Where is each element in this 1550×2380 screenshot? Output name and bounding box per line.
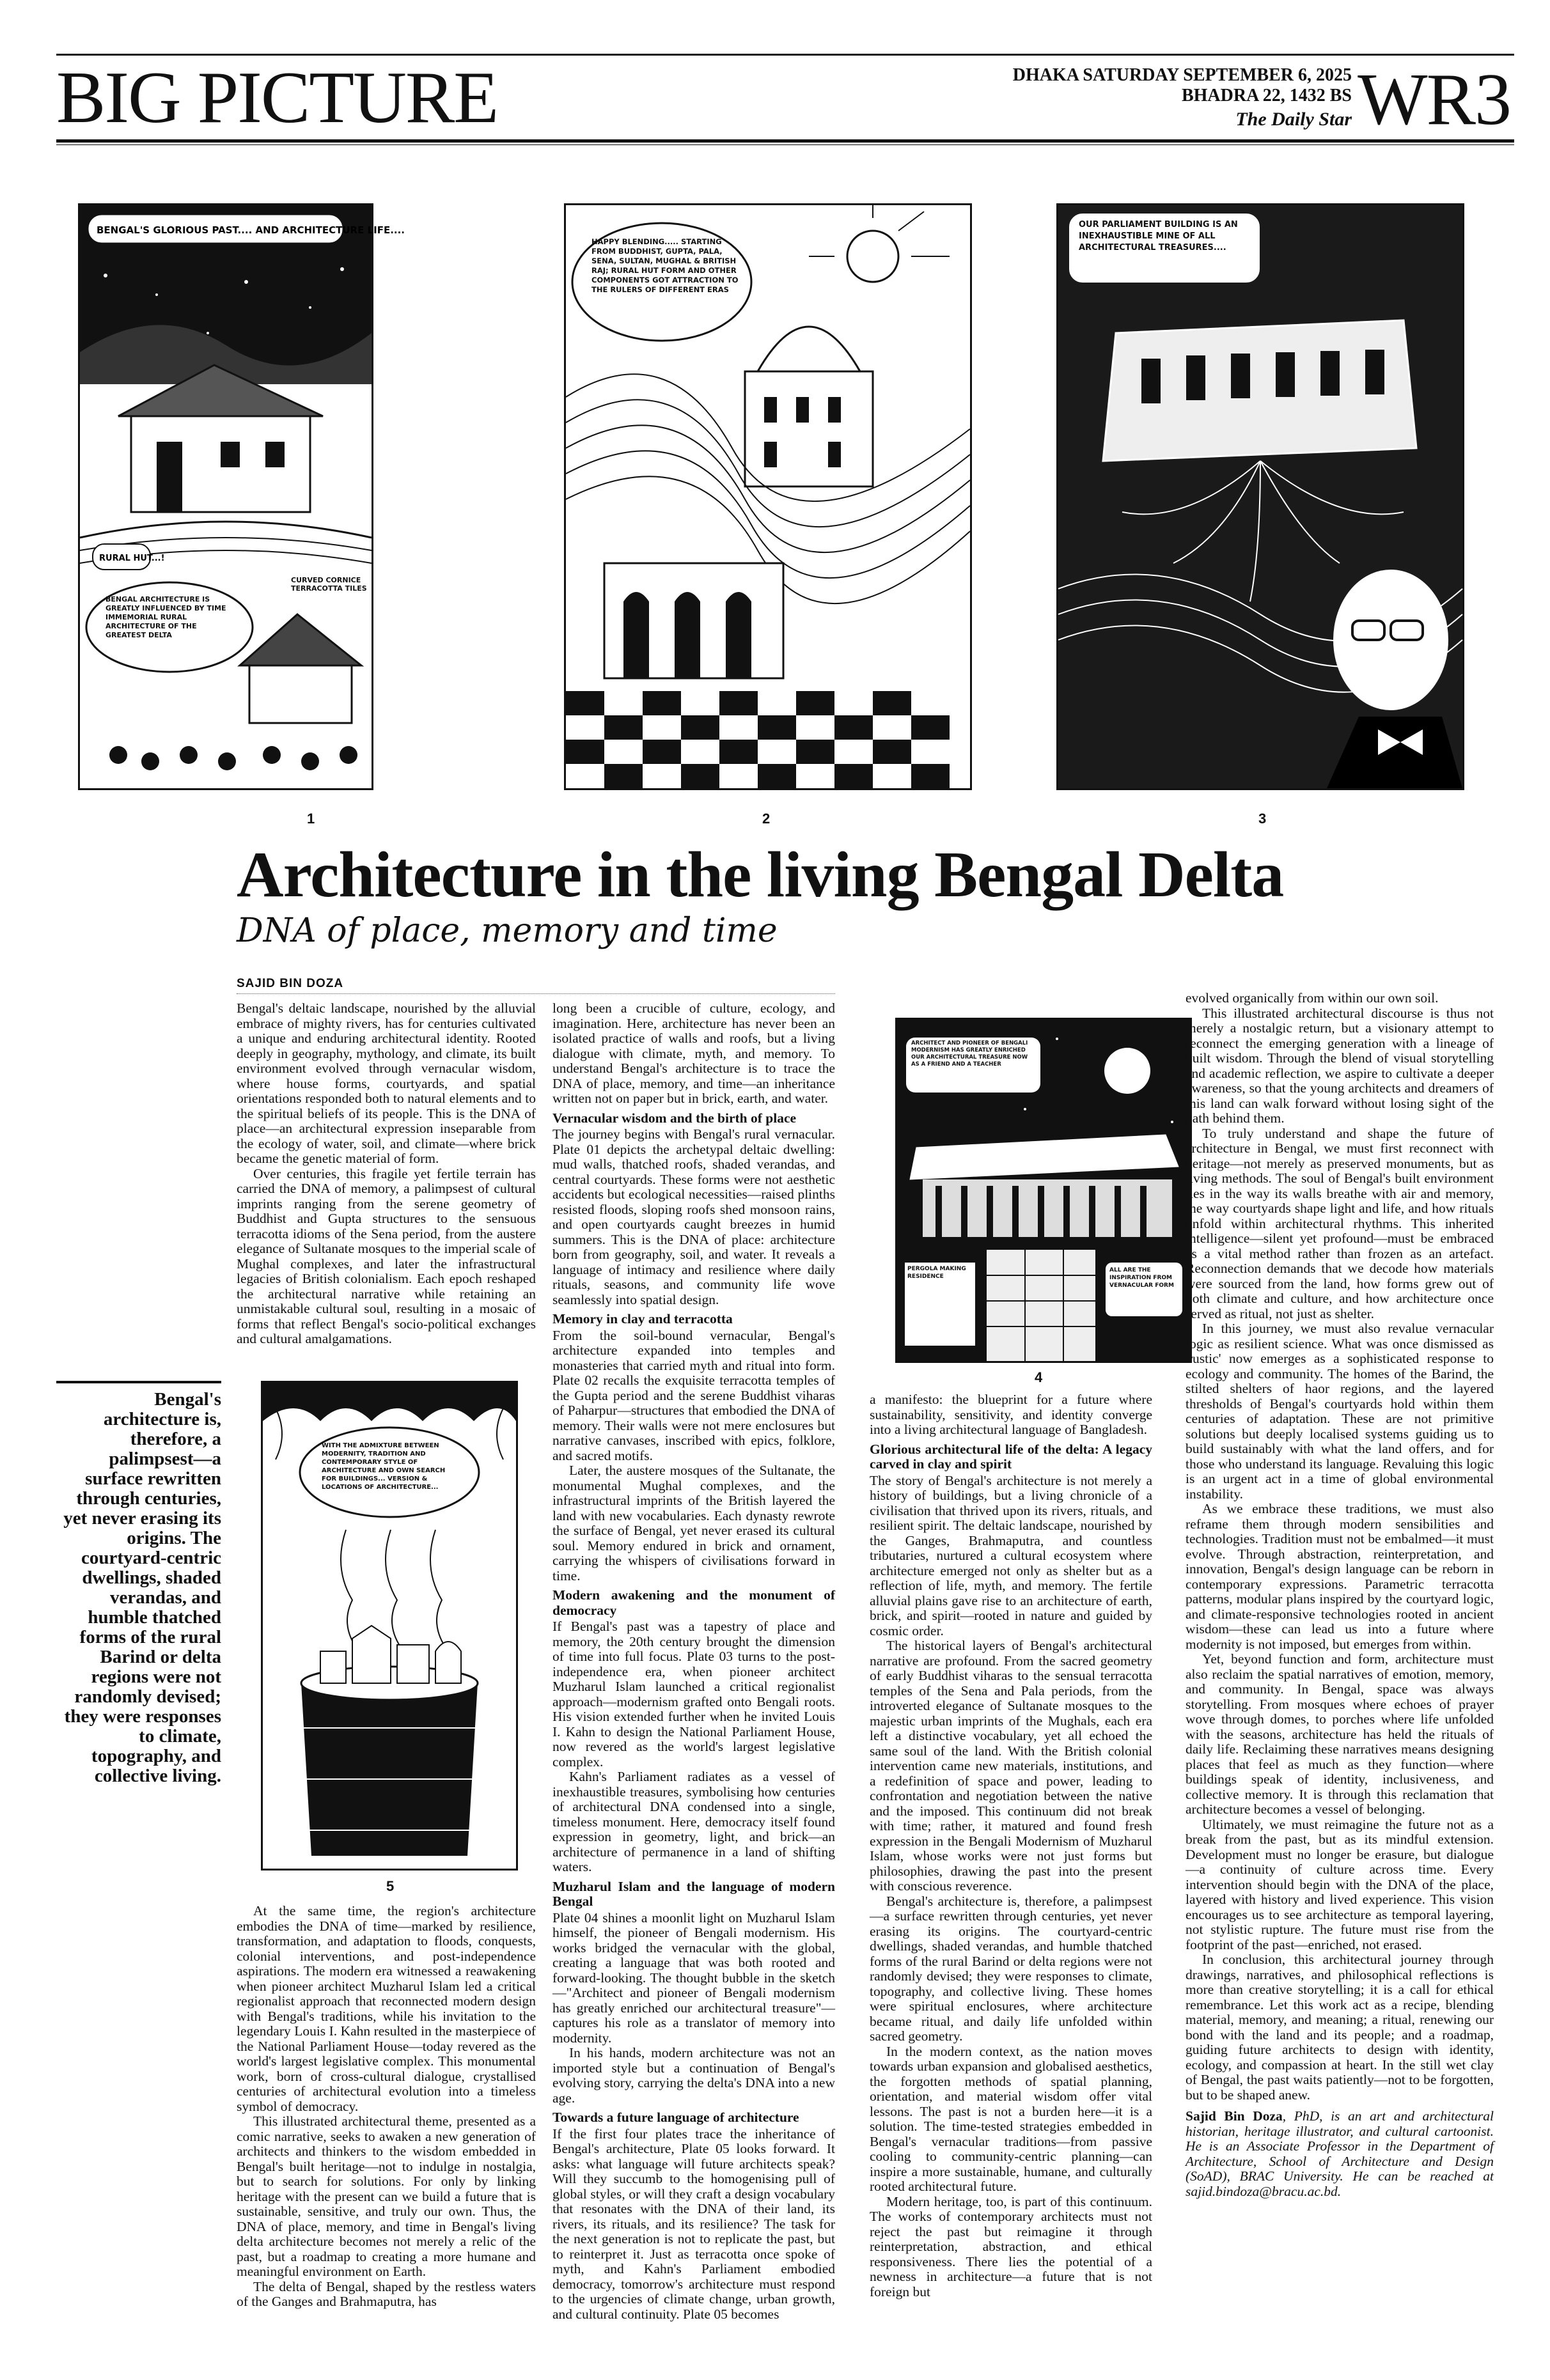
article-paragraph: In conclusion, this architectural journey through drawings, narratives, and philosophical reflections is more than creative storytelling; it is a call for ethical remembrance. Let this work act as a recipe, blending material, memory, and meaning; a ritual, renewing our bond with the land and its people; and a roadmap, guiding future architects to design with identity, ecology, and compassion at heart. In the still wet clay of Bengal, the past waits patiently—not to be forgotten, but to be shaped anew. — [1186, 1952, 1494, 2103]
article-paragraph: In his hands, modern architecture was not an imported style but a continuation of Bengal's evolving story, carrying the delta's DNA into a new age. — [552, 2045, 835, 2106]
article-subhead: Glorious architectural life of the delta: A legacy carved in clay and spirit — [870, 1441, 1152, 1472]
date: DHAKA SATURDAY SEPTEMBER 6, 2025 — [1012, 65, 1352, 85]
article-subhead: Modern awakening and the monument of democracy — [552, 1587, 835, 1618]
plate-4-drawing — [897, 1020, 1190, 1361]
plate-5-bubble: WITH THE ADMIXTURE BETWEEN MODERNITY, TRADITION AND CONTEMPORARY STYLE OF ARCHITECTURE AND OWN SEARCH FOR BUILDINGS... VERSION & LOCATIONS OF ARCHITECTURE... — [322, 1442, 446, 1491]
article-paragraph: If Bengal's past was a tapestry of place and memory, the 20th century brought the dimension of time into full focus. Plate 03 turns to the post-independence era, when pioneer architect Muzharul Islam launched a critical regionalist approach—modernism grafted onto Bengali roots. His vision extended further when he invited Louis I. Kahn to design the National Parliament House, now revered as the world's largest legislative complex. — [552, 1619, 835, 1769]
article-column-2 — [552, 1001, 835, 2344]
author-bio-text: , PhD, is an art and architectural historian, heritage illustrator, and cultural cartoonist. He is an Associate Professor in the Department of Architecture, School of Architecture and Design (SoAD), BRAC University. He can be reached at sajid.bindoza@bracu.ac.bd. — [1186, 2108, 1494, 2199]
author-bio — [1186, 2109, 1494, 2199]
byline-rule — [237, 993, 835, 994]
paper-logo: The Daily Star — [1235, 109, 1352, 130]
plate-4-sketch — [895, 1018, 1192, 1363]
article-paragraph: If the first four plates trace the inheritance of Bengal's architecture, Plate 05 looks forward. It asks: what language will future architects speak? Will they succumb to the homogenising pull of global styles, or will they craft a design vocabulary that resonates with the DNA of their land, its rivers, its rituals, and its resilience? The task for the next generation is not to replicate the past, but to reinterpret it. Just as terracotta once spoke of myth, and Kahn's Parliament embodied democracy, tomorrow's architecture must respond to the urgencies of climate change, urban growth, and cultural continuity. Plate 05 becomes — [552, 2126, 835, 2322]
article-paragraph: long been a crucible of culture, ecology, and imagination. Here, architecture has never been an isolated practice of walls and roofs, but a living dialogue with climate, myth, and memory. To understand Bengal's architecture is to trace the DNA of place, memory, and time—an inheritance written not on paper but in brick, earth, and water. — [552, 1000, 835, 1106]
bangla-date: BHADRA 22, 1432 BS — [1181, 86, 1352, 105]
article-paragraph: From the soil-bound vernacular, Bengal's architecture expanded into temples and monasteries that carried myth and ritual into form. Plate 02 recalls the exquisite terracotta temples of the Gupta period and the serene Buddhist viharas of Paharpur—structures that embodied the DNA of memory. Their walls were not mere enclosures but narrative canvases, inscribed with epics, folklore, and sacred motifs. — [552, 1327, 835, 1463]
plate-1-bubble-cornice: CURVED CORNICE TERRACOTTA TILES — [291, 576, 367, 593]
article-paragraph: a manifesto: the blueprint for a future where sustainability, sensitivity, and identity converge into a living architectural language of Bangladesh. — [870, 1392, 1152, 1437]
article-paragraph: The historical layers of Bengal's architectural narrative are profound. From the sacred geometry of early Buddhist viharas to the sensual terracotta temples of the Sena and Pala periods, from the introverted elegance of Sultanate mosques to the majestic urban imprints of the Mughals, each era left a distinctive vocabulary, yet all echoed the same soul of the land. With the British colonial intervention came new materials, institutions, and a redefinition of space and power, leading to confrontation and negotiation between the native and the imposed. This continuum did not break with time; rather, it matured and found fresh expression in the Bengali Modernism of Muzharul Islam, whose works were not just forms but philosophies, drawing the past into the present with conscious reverence. — [870, 1638, 1152, 1894]
plate-2-bubble: HAPPY BLENDING..... STARTING FROM BUDDHIST, GUPTA, PALA, SENA, SULTAN, MUGHAL & BRITISH RAJ; RURAL HUT FORM AND OTHER COMPONENTS GOT ATTRACTION TO THE RULERS OF DIFFERENT ERAS — [591, 237, 739, 294]
pullquote-rule — [56, 1381, 221, 1383]
article-paragraph: Kahn's Parliament radiates as a vessel of inexhaustible treasures, symbolising how centuries of architectural DNA condensed into a single, timeless monument. Here, democracy itself found expression in geometry, light, and brick—an architecture of permanence in a land of shifting waters. — [552, 1769, 835, 1874]
top-rule — [56, 54, 1514, 56]
article-paragraph: The journey begins with Bengal's rural vernacular. Plate 01 depicts the archetypal deltaic dwelling: mud walls, thatched roofs, shaded verandas, and central courtyards. These forms were not aesthetic accidents but ecological necessities—raised plinths resisted floods, sloping roofs shed monsoon rains, and open courtyards caught breezes in humid summers. This is the DNA of place: architecture born from geography, soil, and water. It reveals a language of intimacy and resilience where daily rituals, seasons, and community life wove seamlessly into spatial design. — [552, 1126, 835, 1307]
pullquote: Bengal's architecture is, therefore, a palimpsest—a surface rewritten through centuries, yet never erasing its origins. The courtyard-centric dwellings, shaded verandas, and humble thatched forms of the rural Barind or delta regions were not randomly devised; they were responses to climate, topography, and collective living. — [63, 1389, 221, 1786]
article-column-4 — [1186, 991, 1494, 2346]
plate-1-drawing — [80, 205, 405, 788]
article-paragraph: In this journey, we must also revalue vernacular logic as resilient science. What was once dismissed as 'rustic' now emerges as a sophisticated response to ecology and community. The homes of the Barind, the stilted shelters of haor regions, and the layered thresholds of Bengal's courtyards hold within them centuries of adaptation. These are not primitive solutions but deeply localised systems guiding us to build sustainably with what the land offers, and for those who understand its language. Revaluing this logic is an urgent act in a time of global environmental instability. — [1186, 1321, 1494, 1502]
masthead-rule-thin — [56, 144, 1514, 145]
plate-1-sketch — [78, 203, 405, 790]
section-title: BIG PICTURE — [56, 57, 498, 139]
plate-4-bubble-c: ALL ARE THE INSPIRATION FROM VERNACULAR FORM — [1109, 1267, 1174, 1289]
headline: Architecture in the living Bengal Delta — [237, 839, 1284, 911]
article-paragraph: The delta of Bengal, shaped by the restless waters of the Ganges and Brahmaputra, has — [237, 2278, 536, 2309]
plate-3-number: 3 — [1258, 811, 1267, 827]
article-paragraph: Bengal's deltaic landscape, nourished by the alluvial embrace of mighty rivers, has for centuries cultivated a unique and enduring architectural identity. Rooted deeply in geography, mythology, and climate, its built environment evolved through vernacular wisdom, where house forms, courtyards, and spatial orientations responded both to natural elements and to the spiritual beliefs of its people. This is the DNA of place—an architectural expression inseparable from the ecology of water, soil, and climate—where brick became the genetic material of form. — [237, 1000, 536, 1166]
article-column-1-top — [237, 1001, 536, 1359]
article-paragraph: evolved organically from within our own soil. — [1186, 990, 1439, 1006]
article-paragraph: This illustrated architectural theme, presented as a comic narrative, seeks to awaken a new generation of architects and thinkers to the wisdom embedded in Bengal's built heritage—not to indulge in nostalgia, but to search for solutions. For only by linking heritage with the present can we build a future that is sustainable, sensitive, and truly our own. Thus, the DNA of place, memory, and time in Bengal's living delta architecture becomes not merely a relic of the past, but a roadmap to creating a more humane and meaningful environment on Earth. — [237, 2113, 536, 2279]
masthead-rule — [56, 139, 1514, 143]
page-number: WR3 — [1358, 59, 1510, 141]
plate-3-bubble: OUR PARLIAMENT BUILDING IS AN INEXHAUSTIBLE MINE OF ALL ARCHITECTURAL TREASURES.... — [1079, 220, 1238, 253]
article-paragraph: As we embrace these traditions, we must also reframe them through modern sensibilities and technologies. Tradition must not be embalmed—it must evolve. Through abstraction, reinterpretation, and innovation, Bengal's design language can be reborn in contemporary expressions. Parametric terracotta patterns, modular plans inspired by the courtyard logic, and climate-responsive technologies rooted in ancient wisdom—these can lead us into a future where modernity is not imposed, but emerges from within. — [1186, 1501, 1494, 1652]
article-column-1-bottom — [237, 1904, 536, 2345]
article-paragraph: The story of Bengal's architecture is not merely a history of buildings, but a living chronicle of a civilisation that thrived upon its rivers, rituals, and resilient spirit. The deltaic landscape, nourished by the Ganges, Brahmaputra, and countless tributaries, nurtured a cultural ecosystem where architecture emerged not only as shelter but as a reflection of life, myth, and memory. The fertile alluvial plains gave rise to an architecture of earth, brick, and spirit—rooted in nature and guided by cosmic order. — [870, 1472, 1152, 1638]
article-paragraph: At the same time, the region's architecture embodies the DNA of time—marked by resilience, transformation, and adaptation to floods, conquests, colonial interventions, and post-independence aspirations. The modern era witnessed a reawakening when pioneer architect Muzharul Islam led a critical regionalist approach that reconnected modern design with Bengal's traditions, while his invitation to the legendary Louis I. Kahn resulted in the masterpiece of the National Parliament House—today revered as the world's largest legislative complex. This monumental work, born of cross-cultural dialogue, crystallised centuries of architectural evolution into a timeless symbol of democracy. — [237, 1903, 536, 2114]
plate-4-bubble-a: ARCHITECT AND PIONEER OF BENGALI MODERNISM HAS GREATLY ENRICHED OUR ARCHITECTURAL TREASURE NOW AS A FRIEND AND A TEACHER — [911, 1040, 1028, 1068]
article-subhead: Memory in clay and terracotta — [552, 1311, 733, 1326]
plate-5-drawing — [263, 1383, 516, 1869]
byline: SAJID BIN DOZA — [237, 977, 344, 990]
plate-2-sketch — [564, 203, 972, 790]
article-paragraph: Ultimately, we must reimagine the future not as a break from the past, but as its mindful extension. Development must no longer be erasure, but dialogue—a continuity of culture across time. Every intervention should begin with the DNA of the place, layered with history and lived experience. This vision encourages us to see architecture as temporal layering, not stylistic rupture. The future must rise from the footprint of the past—enriched, not erased. — [1186, 1816, 1494, 1952]
article-paragraph: This illustrated architectural discourse is thus not merely a nostalgic return, but a visionary attempt to reconnect the emerging generation with a lineage of built wisdom. Through the blend of visual storytelling and academic reflection, we aspire to cultivate a deeper awareness, so that the young architects and dreamers of this land can walk forward without losing sight of the path behind them. — [1186, 1005, 1494, 1126]
article-paragraph: Modern heritage, too, is part of this continuum. The works of contemporary architects must not reject the past but reimagine it through reinterpretation, abstraction, and ethical responsiveness. There lies the potential of a newness in architecture—a future that is not foreign but — [870, 2193, 1152, 2299]
article-subhead: Towards a future language of architecture — [552, 2110, 799, 2125]
dateline — [1013, 65, 1352, 106]
plate-3-sketch — [1056, 203, 1464, 790]
article-paragraph: In the modern context, as the nation moves towards urban expansion and globalised aesthetics, the forgotten methods of spatial planning, orientation, and material wisdom offer vital lessons. The past is not a burden here—it is a solution. The time-tested strategies embedded in Bengal's vernacular traditions—from passive cooling to community-centric planning—can inspire a more sustainable, humane, and culturally rooted architectural future. — [870, 2043, 1152, 2194]
article-paragraph: To truly understand and shape the future of architecture in Bengal, we must first reconnect with heritage—not merely as preserved monuments, but as living methods. The soul of Bengal's built environment lies in the way its walls breathe with air and memory, the way courtyards shape light and life, and how rituals unfold within architectural rhythms. This inherited intelligence—silent yet profound—must be embraced as a vital method rather than frozen as an artefact. Reconnection demands that we decode how materials were sourced from the land, how forms grew out of both climate and culture, and how architecture once served as ritual, not just as shelter. — [1186, 1125, 1494, 1321]
author-name: Sajid Bin Doza — [1186, 2108, 1283, 2124]
plate-1-bubble-top: BENGAL'S GLORIOUS PAST.... AND ARCHITECTURE LIFE.... — [97, 224, 405, 236]
plate-4-bubble-b: PERGOLA MAKING RESIDENCE — [907, 1266, 966, 1280]
plate-1-bubble-main: BENGAL ARCHITECTURE IS GREATLY INFLUENCED BY TIME IMMEMORIAL RURAL ARCHITECTURE OF THE GREATEST DELTA — [106, 595, 226, 639]
article-paragraph: Over centuries, this fragile yet fertile terrain has carried the DNA of memory, a palimpsest of cultural imprints ranging from the serene geometry of Buddhist and Gupta structures to the sensuous terracotta idioms of the Sena period, from the austere elegance of Sultanate mosques to the imperial scale of Mughal complexes, and later the infrastructural legacies of British colonialism. Each epoch reshaped the architectural narrative while retaining an unmistakable cultural soul, resulting in a mosaic of forms that reflect Bengal's socio-political exchanges and cultural amalgamations. — [237, 1165, 536, 1346]
article-paragraph: Yet, beyond function and form, architecture must also reclaim the spatial narratives of emotion, memory, and community. In Bengal, space was always storytelling. From mosques where echoes of prayer wove through domes, to porches where life unfolded with the seasons, architecture has held the rituals of daily life. Reclaiming these narratives means designing places that feel as much as they function—where buildings speak of identity, inclusiveness, and collective memory. It is through this reclamation that architecture becomes a vessel of belonging. — [1186, 1651, 1494, 1817]
article-paragraph: Plate 04 shines a moonlit light on Muzharul Islam himself, the pioneer of Bengali modernism. His works bridged the vernacular with the global, creating a language that was both rooted and forward-looking. The thought bubble in the sketch—"Architect and pioneer of Bengali modernism has greatly enriched our architectural treasure"—captures his role as a translator of memory into modernity. — [552, 1909, 835, 2046]
plate-1-number: 1 — [307, 811, 315, 827]
plate-2-number: 2 — [762, 811, 771, 827]
plate-3-drawing — [1058, 205, 1462, 788]
plate-5-number: 5 — [386, 1878, 395, 1894]
plate-2-drawing — [566, 205, 970, 788]
article-paragraph: Later, the austere mosques of the Sultanate, the monumental Mughal complexes, and the infrastructural imprints of the British layered the land with new vocabularies. Each dynasty rewrote the surface of Bengal, yet never erased its cultural soul. Memory endured in brick and ornament, carrying the whispers of civilisations forward in time. — [552, 1463, 835, 1583]
article-subhead: Vernacular wisdom and the birth of place — [552, 1110, 797, 1126]
article-paragraph: Bengal's architecture is, therefore, a palimpsest—a surface rewritten through centuries, yet never erasing its origins. The courtyard-centric dwellings, shaded verandas, and humble thatched forms of the rural Barind or delta regions were not randomly devised; they were responses to climate, topography, and collective living. These homes were spiritual enclosures, where architecture became ritual, and daily life unfolded within sacred geometry. — [870, 1893, 1152, 2044]
plate-4-number: 4 — [1035, 1369, 1043, 1385]
article-subhead: Muzharul Islam and the language of modern Bengal — [552, 1878, 835, 1909]
plate-1-bubble-rural: RURAL HUT...! — [99, 554, 165, 563]
article-column-3 — [870, 1392, 1152, 2345]
deck: DNA of place, memory and time — [237, 912, 778, 950]
plate-5-sketch — [261, 1381, 518, 1871]
